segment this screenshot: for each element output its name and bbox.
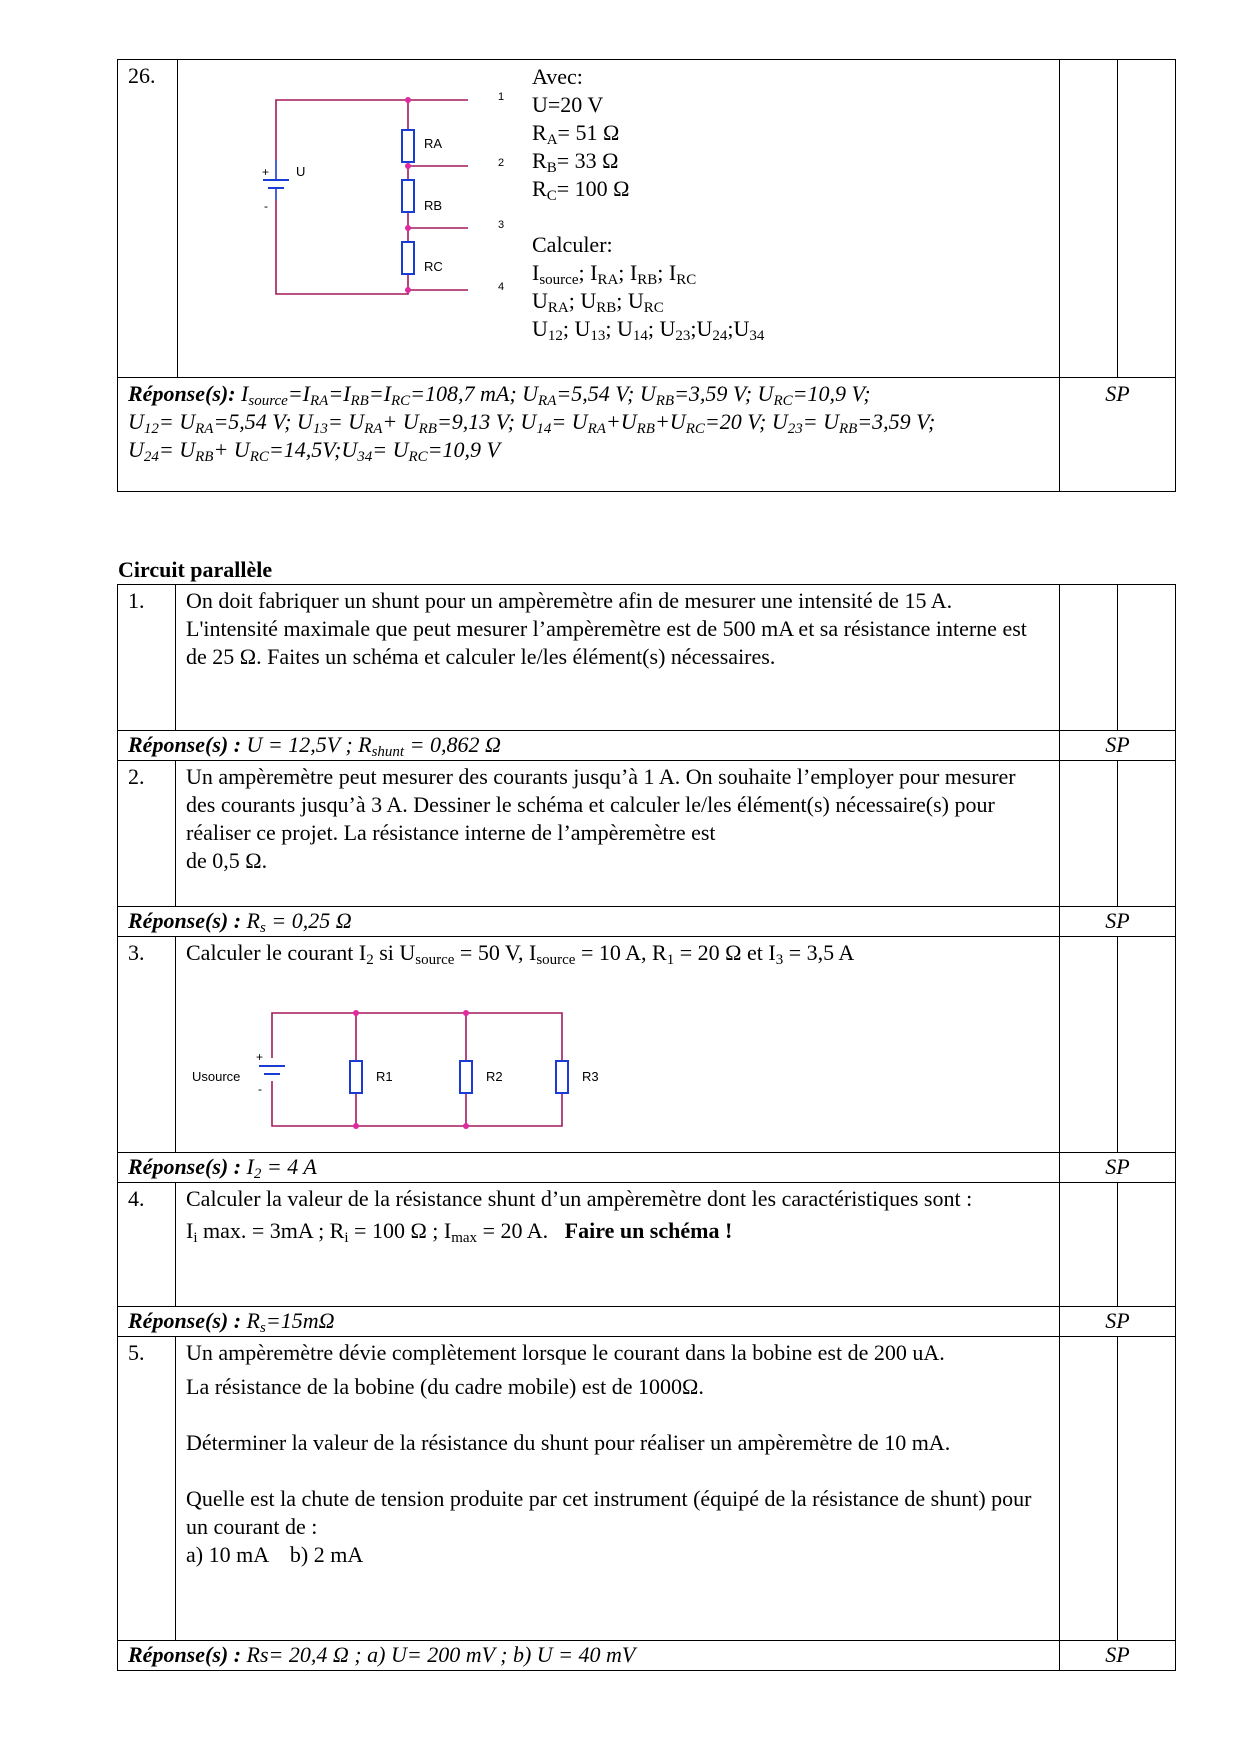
label-r3: R3 [582,1069,599,1084]
answer-26-row2: $U_{12}= U_{RA}=5,54$ V; $U_{13}= U_{RA}+ U_{RB}=9,13$ V; $U_{14}= U_{RA}+U_{RB}+U_{RC}=20$ V; $U_{23}= U_{RB}=3,59$ V; [128,409,936,437]
label-r1: R1 [376,1069,393,1084]
resistor-rb [402,180,414,212]
question-4-text: Calculer la valeur de la résistance shunt d’un ampèremètre dont les caractéristiques sont : $I_i$ max. = 3mA ; $R_i = 100$ Ω ; $I_{max} = 20$ A. Faire un schéma ! [176,1183,1060,1307]
label-u: U [296,164,306,179]
question-number: 4. [118,1183,176,1307]
sp-label: SP [1060,907,1176,937]
label-rb: RB [424,198,443,213]
label-rc: RC [424,259,443,274]
node-4: 4 [498,281,505,293]
answer-5: Réponse(s) : Rs= 20,4 Ω ; a) U= 200 mV ; b) U = 40 mV [118,1641,1060,1671]
label-r2: R2 [486,1069,503,1084]
label-ra: RA [424,136,443,151]
section-title: Circuit parallèle [118,557,273,582]
svg-text:-: - [258,1082,262,1096]
calculer-label: Calculer: [532,232,613,257]
battery-symbol [259,1066,285,1074]
question-number: 2. [118,761,176,907]
sp-label: SP [1060,1641,1176,1671]
question-2-text: Un ampèremètre peut mesurer des courants jusqu’à 1 A. On souhaite l’employer pour mesurer des courants jusqu’à 3 A. Dessiner le schéma et calculer le/les élément(s) nécessaire(s) pour réaliser ce projet. La résistance interne de l’ampèremètre est de 0,5 Ω. [176,761,1060,907]
node-labels [494,82,524,312]
ask-currents: $I_{source}$; $I_{RA}$; $I_{RB}$; $I_{RC}$ [532,260,697,288]
parallel-table [117,584,1176,1671]
question-26-text [532,63,764,343]
svg-text:+: + [262,165,270,179]
resistor-rc [402,242,414,274]
sp-label: SP [1060,731,1176,761]
resistor-r1 [350,1061,362,1093]
answer-3: Réponse(s) : $I_2 = 4$ A [118,1153,1060,1183]
battery-symbol [263,180,289,188]
series-circuit-diagram [218,82,468,312]
avec-label: Avec: [532,64,583,89]
svg-text:-: - [264,199,268,213]
given-rb: $R_B= 33$ Ω [532,148,619,176]
question-3-text: Calculer le courant $I_2$ si $U_{source} = 50$ V, $I_{source} = 10$ A, $R_1 = 20$ Ω et $I_3 = 3,5$ A [186,940,855,968]
sp-label: SP [1060,1307,1176,1337]
question-number: 26. [118,60,178,378]
question-26-body [178,60,1060,378]
node-1: 1 [498,91,505,103]
ask-voltages: $U_{RA}$; $U_{RB}$; $U_{RC}$ [532,288,664,316]
given-rc: $R_C= 100$ Ω [532,176,630,204]
question-number: 5. [118,1337,176,1641]
question-5-text: Un ampèremètre dévie complètement lorsque le courant dans la bobine est de 200 uA. La résistance de la bobine (du cadre mobile) est de 1000Ω. Déterminer la valeur de la résistance du shunt pour réaliser un ampèremètre de 10 mA. Quelle est la chute de tension produite par cet instrument (équipé de la résistance de shunt) pour un courant de : a) 10 mA b) 2 mA [176,1337,1060,1641]
answer-26-row3: $U_{24}= U_{RB}+$ $U_{RC}=14,5V;U_{34}= U_{RC}=10,9$ V [128,437,500,465]
question-number: 1. [118,585,176,731]
question-26-table [117,59,1176,492]
parallel-circuit-diagram [184,1003,604,1143]
answer-4: Réponse(s) : $R_s=15m\Omega$ [118,1307,1060,1337]
answer-26 [118,378,1060,492]
question-3-body [176,937,1060,1153]
node-3: 3 [498,219,505,231]
resistor-r2 [460,1061,472,1093]
label-usource: Usource [192,1069,241,1084]
bold-instruction: Faire un schéma ! [564,1218,733,1243]
answer-2: Réponse(s) : $R_s = 0,25$ Ω [118,907,1060,937]
resistor-r3 [556,1061,568,1093]
given-u: U=20 V [532,92,604,117]
node-2: 2 [498,157,505,169]
resistor-ra [402,130,414,162]
answer-26-row1: Réponse(s): $I_{source}=I_{RA}=I_{RB}=I_{RC}=108,7$ mA; $U_{RA}=5,54$ V; $U_{RB}=3,59$ V; $U_{RC}=10,9$ V; [128,381,871,409]
sp-label: SP [1060,1153,1176,1183]
given-ra: $R_A= 51$ Ω [532,120,620,148]
question-number: 3. [118,937,176,1153]
answer-1: Réponse(s) : U = 12,5V ; $R_{shunt} = 0,862$ Ω [118,731,1060,761]
sp-label: SP [1060,378,1176,492]
svg-text:+: + [256,1050,264,1064]
ask-node-voltages: $U_{12}$; $U_{13}$; $U_{14}$; $U_{23};U_{24};U_{34}$ [532,316,765,344]
question-1-text: On doit fabriquer un shunt pour un ampèremètre afin de mesurer une intensité de 15 A. L'intensité maximale que peut mesurer l’ampèremètre est de 500 mA et sa résistance interne est de 25 Ω. Faites un schéma et calculer le/les élément(s) nécessaires. [176,585,1060,731]
